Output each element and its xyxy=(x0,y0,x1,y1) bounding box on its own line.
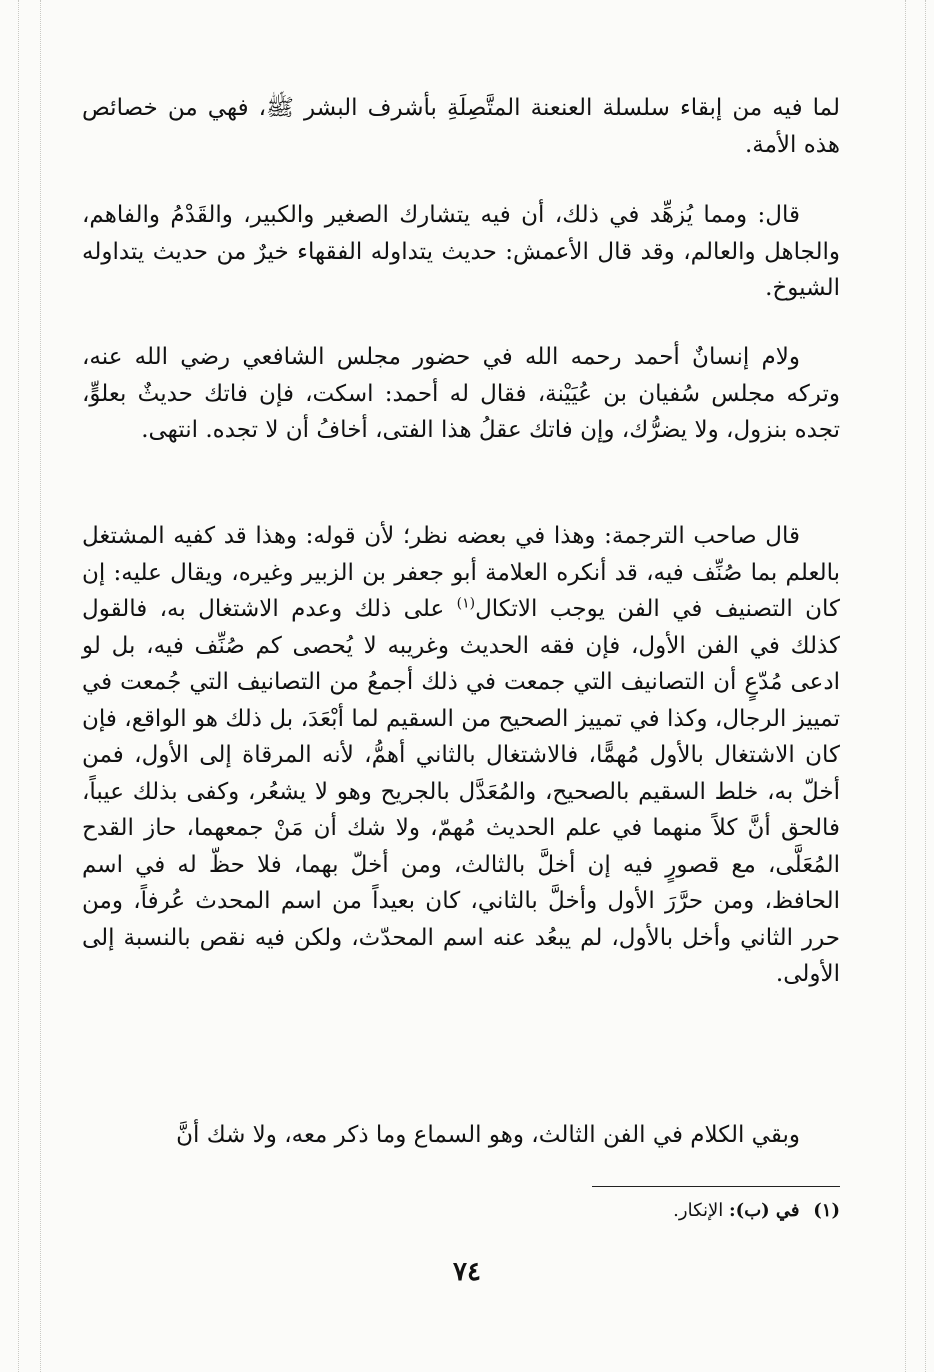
paragraph-3: ولام إنسانٌ أحمد رحمه الله في حضور مجلس الشافعي رضي الله عنه، وتركه مجلس سُفيان بن عُيَيْنة، فقال له أحمد: اسكت، فإن فاتك حديثٌ بعلوٍّ، تجده بنزول، ولا يضرُّك، وإن فاتك عقلُ هذا الفتى، أخافُ أن لا تجده. انتهى. xyxy=(82,344,840,443)
scan-guide-line xyxy=(18,0,19,1372)
paragraph-4-part-2: على ذلك وعدم الاشتغال به، فالقول كذلك في الفن الأول، فإن فقه الحديث وغريبه لا يُحصى كم صُنِّف فيه، بل لو ادعى مُدّعٍ أن التصانيف التي جمعت في ذلك أجمعُ من التصانيف التي جُمعت في تمييز الرجال، وكذا في تمييز الصحيح من السقيم لما أبْعَدَ، بل ذلك هو الواقع، فإن كان الاشتغال بالأول مُهمًّا، فالاشتغال بالثاني أهمُّ، لأنه المرقاة إلى الأول، فمن أخلّ به، خلط السقيم بالصحيح، والمُعَدَّل بالجريح وهو لا يشعُر، وكفى بذلك عيباً، فالحق أنَّ كلاً منهما في علم الحديث مُهمّ، ولا شك أن مَنْ جمعهما، حاز القدح المُعَلَّى، مع قصورٍ فيه إن أخلَّ بالثالث، ومن أخلّ بهما، فلا حظّ له في اسم الحافظ، ومن حرَّرَ الأول وأخلَّ بالثاني، كان بعيداً من اسم المحدث عُرفاً، ومن حرر الثاني وأخل بالأول، لم يبعُد عنه اسم المحدّث، ولكن فيه نقص بالنسبة إلى الأولى. xyxy=(82,596,840,987)
footnote-reference[interactable]: (١) xyxy=(456,595,476,612)
footnote-divider xyxy=(592,1186,840,1187)
paragraph-1: لما فيه من إبقاء سلسلة العنعنة المتَّصِلَةِ بأشرف البشر ﷺ، فهي من خصائص هذه الأمة. xyxy=(82,95,840,158)
scan-guide-line xyxy=(905,0,906,1372)
footnote-number: (١) xyxy=(813,1200,840,1221)
paragraph-2: قال: ومما يُزهِّد في ذلك، أن فيه يتشارك الصغير والكبير، والقَدْمُ والفاهم، والجاهل والعالم، وقد قال الأعمش: حديث يتداوله الفقهاء خيرٌ من حديث يتداوله الشيوخ. xyxy=(82,202,840,301)
paragraph-4-part-1: قال صاحب الترجمة: وهذا في بعضه نظر؛ لأن قوله: وهذا قد كفيه المشتغل بالعلم بما صُنِّف فيه، قد أنكره العلامة أبو جعفر بن الزبير وغيره، ويقال عليه: إن كان التصنيف في الفن يوجب الاتكال xyxy=(82,523,840,622)
page-number: ٧٤ xyxy=(453,1257,481,1287)
footnote-text: الإنكار. xyxy=(673,1200,724,1221)
scan-guide-line xyxy=(40,0,41,1372)
footnote xyxy=(520,1196,840,1226)
scan-guide-line xyxy=(925,0,926,1372)
footnote-source: في (ب): xyxy=(729,1200,800,1221)
paragraph-5: وبقي الكلام في الفن الثالث، وهو السماع وما ذكر معه، ولا شك أنَّ xyxy=(176,1122,800,1148)
paragraph-4 xyxy=(82,518,840,993)
